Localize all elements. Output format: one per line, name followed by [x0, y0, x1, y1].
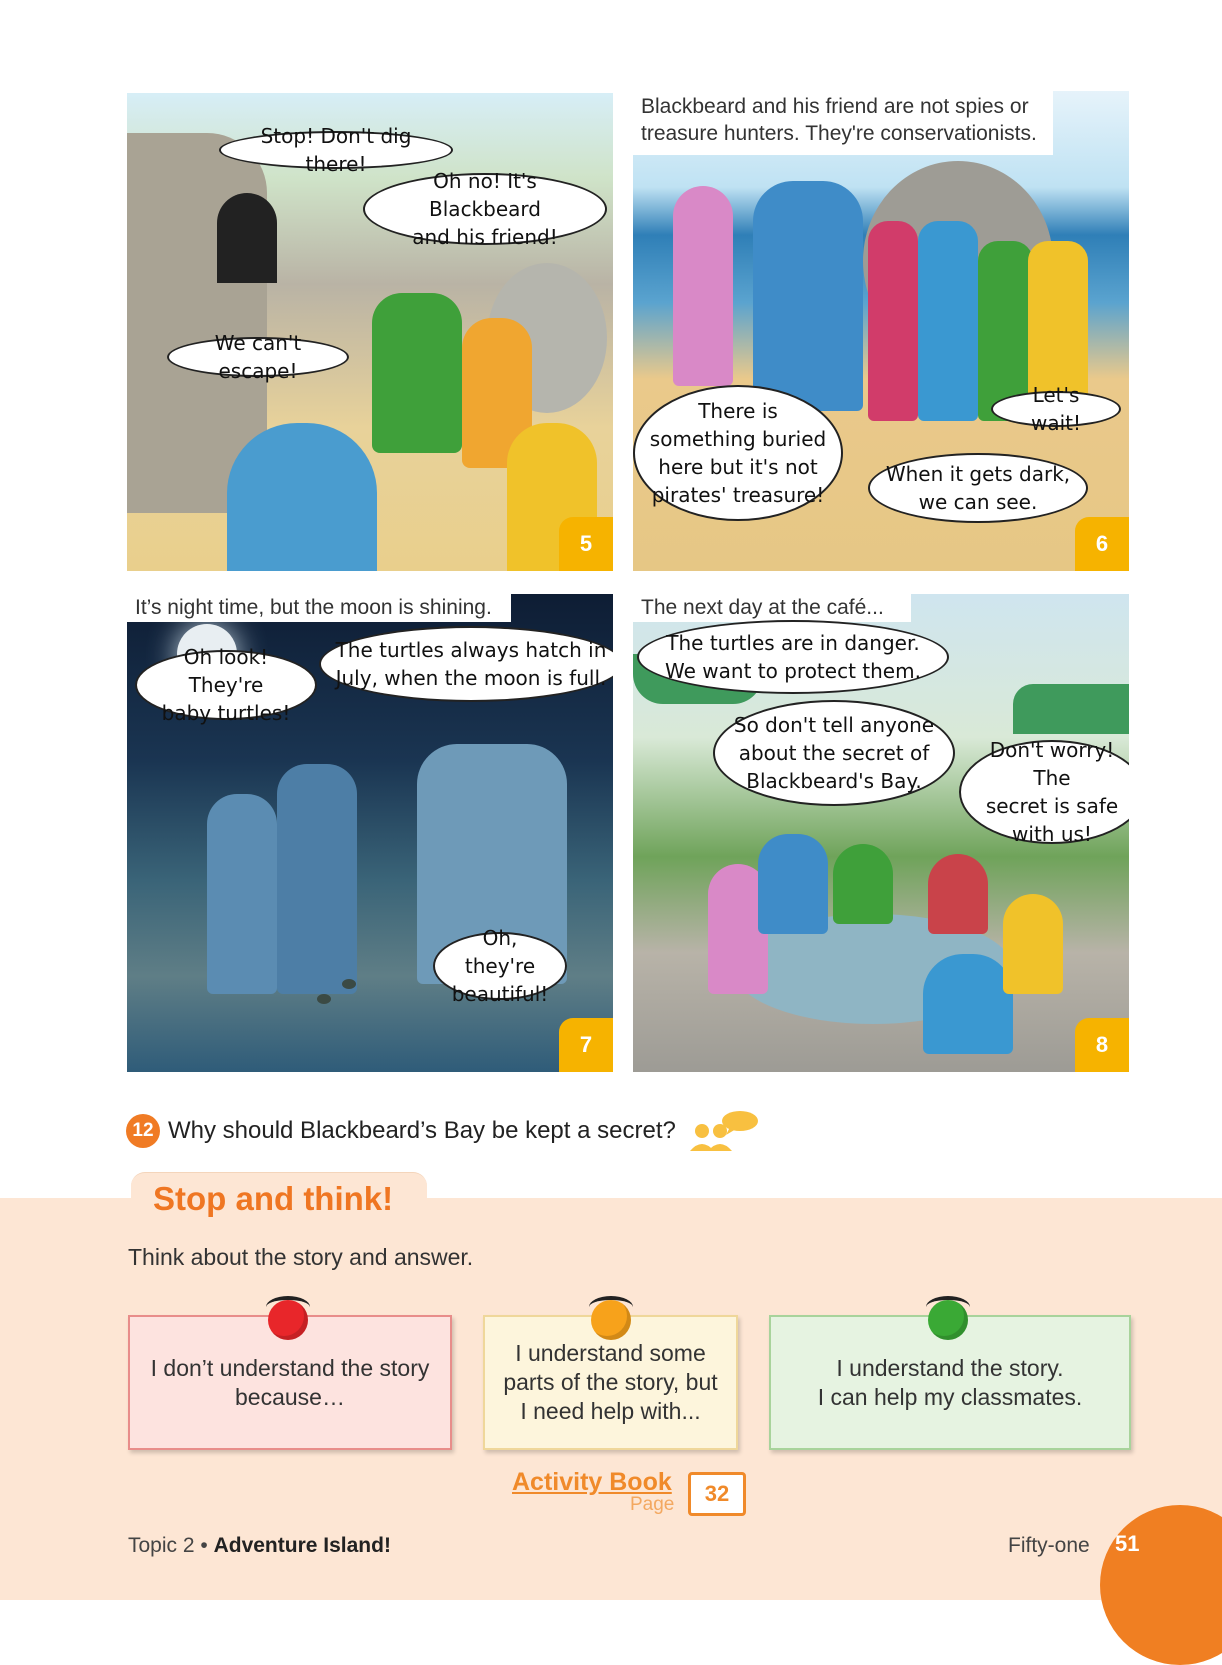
- cave-entrance: [217, 193, 277, 283]
- activity-book-page-label: Page: [630, 1494, 675, 1515]
- topic-title: Adventure Island!: [213, 1534, 391, 1557]
- speech-bubble: Stop! Don't dig there!: [219, 131, 453, 169]
- red-pin-icon: [268, 1300, 308, 1340]
- boy-green-sweater: [833, 844, 893, 924]
- comic-panel-5: [127, 93, 613, 571]
- panel-caption: The next day at the café...: [633, 594, 911, 622]
- boy-blue-hoodie: [923, 954, 1013, 1054]
- comic-panel-6: [633, 91, 1129, 571]
- activity-book-link[interactable]: Activity Book: [512, 1468, 672, 1496]
- speech-bubble: Oh, they're beautiful!: [433, 932, 567, 1000]
- pair-discussion-icon: [686, 1109, 760, 1153]
- girl-red-jacket: [928, 854, 988, 934]
- self-assessment-card-green: I understand the story. I can help my classmates.: [769, 1315, 1131, 1450]
- boy-green-sweater: [372, 293, 462, 453]
- speech-bubble: Don't worry! The secret is safe with us!: [959, 740, 1129, 844]
- comic-panel-7: [127, 594, 613, 1072]
- panel-number: 5: [559, 517, 613, 571]
- activity-book-page-number: 32: [704, 1481, 730, 1506]
- panel-caption: It’s night time, but the moon is shining.: [127, 594, 511, 622]
- question-12: [126, 1109, 760, 1153]
- speech-bubble: We can't escape!: [167, 337, 349, 377]
- topic-prefix: Topic 2 •: [128, 1534, 208, 1557]
- blackbeard-blue-sweater: [758, 834, 828, 934]
- question-number: 12: [126, 1114, 160, 1148]
- panel-number: 6: [1075, 517, 1129, 571]
- girl-yellow-jacket: [1003, 894, 1063, 994]
- panel-caption: Blackbeard and his friend are not spies or treasure hunters. They're conservationists.: [633, 91, 1053, 155]
- page-number-word: Fifty-one: [1008, 1534, 1090, 1557]
- speech-bubble: Oh look! They're baby turtles!: [135, 650, 317, 720]
- green-pin-icon: [928, 1300, 968, 1340]
- self-assessment-card-yellow: I understand some parts of the story, but I need help with...: [483, 1315, 738, 1450]
- question-text: Why should Blackbeard’s Bay be kept a secret?: [168, 1117, 676, 1144]
- blond-boy-back: [227, 423, 377, 571]
- speech-bubble: So don't tell anyone about the secret of Blackbeard's Bay.: [713, 700, 955, 806]
- book-icon[interactable]: [688, 1472, 746, 1516]
- boy-blue-hoodie: [918, 221, 978, 421]
- section-title: Stop and think!: [153, 1180, 394, 1217]
- baby-turtle: [317, 994, 331, 1004]
- page-number: 51: [1115, 1531, 1140, 1556]
- blackbeard-silhouette: [277, 764, 357, 994]
- speech-bubble: Let's wait!: [991, 391, 1121, 427]
- girl-pink-top: [673, 186, 733, 386]
- cafe-awning: [1013, 684, 1129, 734]
- blackbeard-blue-sweater: [753, 181, 863, 411]
- self-assessment-card-red: I don’t understand the story because…: [128, 1315, 452, 1450]
- speech-bubble: When it gets dark, we can see.: [868, 453, 1088, 523]
- girl-pink-jacket: [868, 221, 918, 421]
- speech-bubble: There is something buried here but it's not pirates' treasure!: [633, 385, 843, 521]
- speech-bubble: Oh no! It's Blackbeard and his friend!: [363, 173, 607, 245]
- baby-turtle: [342, 979, 356, 989]
- panel-number: 8: [1075, 1018, 1129, 1072]
- footer-topic: [128, 1534, 391, 1558]
- speech-bubble: The turtles always hatch in July, when the moon is full.: [319, 626, 613, 702]
- section-instruction: Think about the story and answer.: [128, 1244, 474, 1270]
- orange-pin-icon: [591, 1300, 631, 1340]
- boy-silhouette: [207, 794, 277, 994]
- comic-panel-8: [633, 594, 1129, 1072]
- speech-bubble: The turtles are in danger. We want to protect them.: [637, 620, 949, 694]
- panel-number: 7: [559, 1018, 613, 1072]
